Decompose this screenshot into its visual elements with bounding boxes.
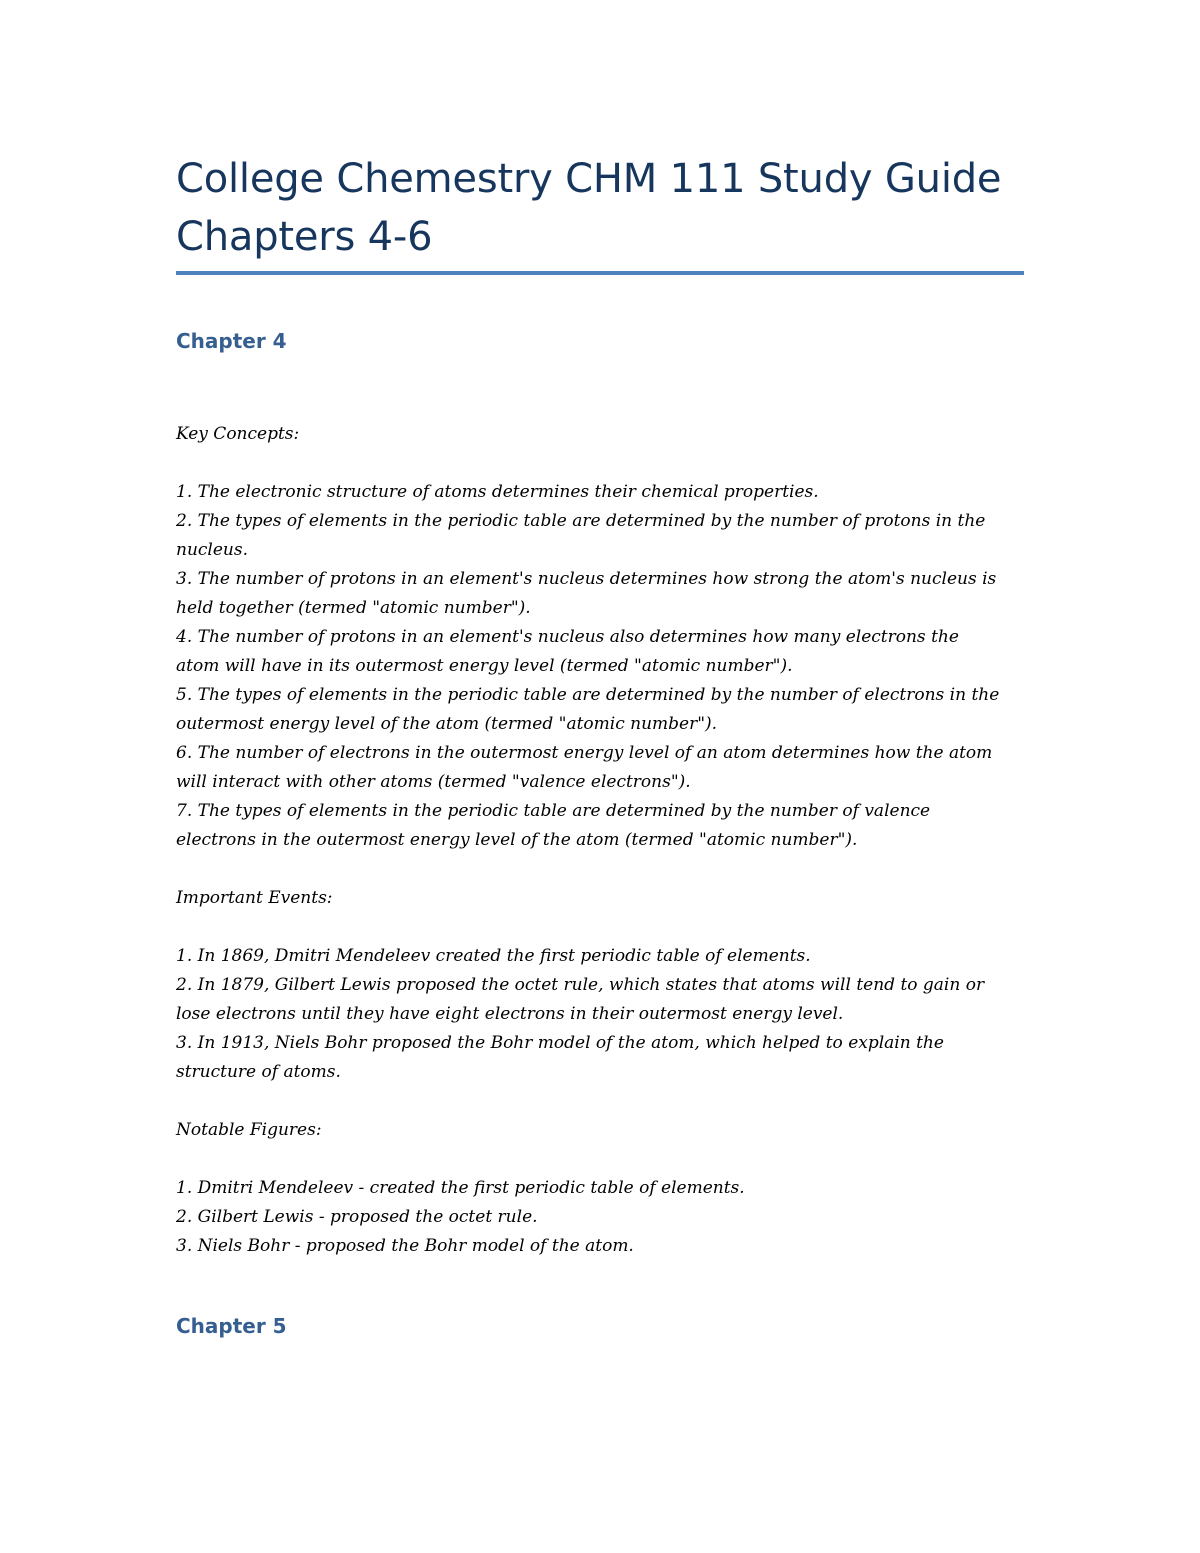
key-concepts-line: 6. The number of electrons in the outermost energy level of an atom determines how the atom xyxy=(176,743,993,763)
notable-figures-section-label xyxy=(176,1116,1026,1145)
chapter-4-heading: Chapter 4 xyxy=(176,329,287,353)
important-events-line: 3. In 1913, Niels Bohr proposed the Bohr model of the atom, which helped to explain the xyxy=(176,1033,944,1053)
key-concepts-line: 2. The types of elements in the periodic table are determined by the number of protons in the xyxy=(176,511,986,531)
key-concepts-line: nucleus. xyxy=(176,540,248,560)
key-concepts-line: will interact with other atoms (termed "valence electrons"). xyxy=(176,772,691,792)
key-concepts-line: 3. The number of protons in an element's nucleus determines how strong the atom's nucleus is xyxy=(176,569,997,589)
notable-figures-line: 1. Dmitri Mendeleev - created the first periodic table of elements. xyxy=(176,1178,745,1198)
key-concepts-list xyxy=(176,478,1026,855)
important-events-label: Important Events: xyxy=(176,888,333,908)
document-title: College Chemestry CHM 111 Study Guide Chapters 4-6 xyxy=(176,156,1002,260)
key-concepts-line: 4. The number of protons in an element's nucleus also determines how many electrons the xyxy=(176,627,959,647)
key-concepts-section-label xyxy=(176,420,1026,449)
important-events-line: 1. In 1869, Dmitri Mendeleev created the first periodic table of elements. xyxy=(176,946,811,966)
key-concepts-line: held together (termed "atomic number"). xyxy=(176,598,531,618)
title-underline-rule xyxy=(176,271,1024,275)
key-concepts-line: outermost energy level of the atom (termed "atomic number"). xyxy=(176,714,718,734)
key-concepts-line: 5. The types of elements in the periodic table are determined by the number of electrons in the xyxy=(176,685,1000,705)
chapter-5-heading: Chapter 5 xyxy=(176,1314,287,1338)
important-events-section-label xyxy=(176,884,1026,913)
notable-figures-label: Notable Figures: xyxy=(176,1120,322,1140)
key-concepts-line: atom will have in its outermost energy level (termed "atomic number"). xyxy=(176,656,793,676)
key-concepts-label: Key Concepts: xyxy=(176,424,300,444)
important-events-line: lose electrons until they have eight electrons in their outermost energy level. xyxy=(176,1004,844,1024)
key-concepts-line: 1. The electronic structure of atoms determines their chemical properties. xyxy=(176,482,819,502)
key-concepts-line: 7. The types of elements in the periodic table are determined by the number of valence xyxy=(176,801,931,821)
important-events-line: 2. In 1879, Gilbert Lewis proposed the octet rule, which states that atoms will tend to gain or xyxy=(176,975,985,995)
notable-figures-list xyxy=(176,1174,1026,1261)
notable-figures-line: 3. Niels Bohr - proposed the Bohr model of the atom. xyxy=(176,1236,634,1256)
key-concepts-line: electrons in the outermost energy level of the atom (termed "atomic number"). xyxy=(176,830,858,850)
important-events-list xyxy=(176,942,1026,1087)
important-events-line: structure of atoms. xyxy=(176,1062,341,1082)
notable-figures-line: 2. Gilbert Lewis - proposed the octet rule. xyxy=(176,1207,538,1227)
